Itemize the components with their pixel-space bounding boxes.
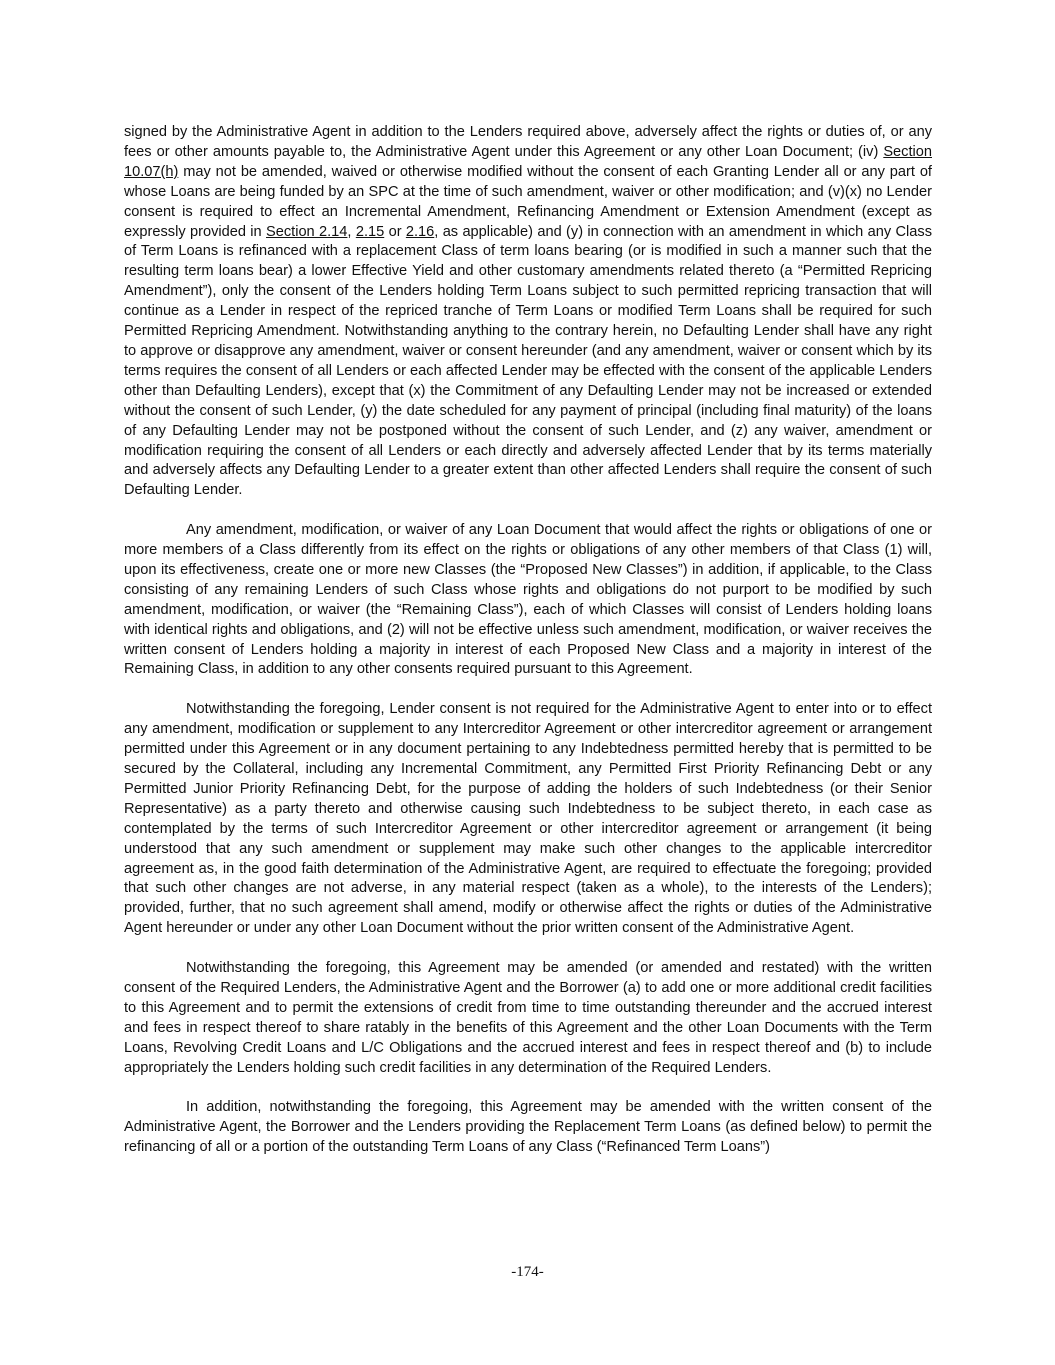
paragraph-4 [124, 959, 932, 1078]
section-reference: Section 2.14 [266, 223, 348, 240]
paragraph-1 [124, 123, 932, 501]
document-body [124, 123, 932, 1158]
paragraph-text: Notwithstanding the foregoing, this Agreement may be amended (or amended and restated) with the written consent of the Required Lenders, the Administrative Agent and the Borrower (a) to add one or more additional credit facilities to this Agreement and to permit the extensions of credit from time to time outstanding thereunder and the accrued interest and fees in respect thereof to share ratably in the benefits of this Agreement and the other Loan Documents with the Term Loans, Revolving Credit Loans and L/C Obligations and the accrued interest and fees in respect thereof and (b) to include appropriately the Lenders holding such credit facilities in any determination of the Required Lenders. [124, 960, 932, 1076]
paragraph-2 [124, 521, 932, 680]
paragraph-text: Any amendment, modification, or waiver of any Loan Document that would affect the rights or obligations of one or more members of a Class differently from its effect on the rights or obligations of any other members of that Class (1) will, upon its effectiveness, create one or more new Classes (the “Proposed New Classes”) in addition, if applicable, to the Class consisting of any remaining Lenders of such Class whose rights and obligations do not purport to be modified by such amendment, modification, or waiver (the “Remaining Class”), each of which Classes will consist of Lenders holding loans with identical rights and obligations, and (2) will not be effective unless such amendment, modification, or waiver receives the written consent of Lenders holding a majority in interest of each Proposed New Class and a majority in interest of the Remaining Class, in addition to any other consents required pursuant to this Agreement. [124, 522, 932, 678]
paragraph-text: signed by the Administrative Agent in addition to the Lenders required above, adversely affect the rights or duties of, or any fees or other amounts payable to, the Administrative Agent under this Agreement or any other Loan Document; (iv) [124, 124, 932, 160]
paragraph-text: may not be amended, waived or otherwise modified without the consent of each Granting Lender all or any part of whose Loans are being funded by an SPC at the time of such amendment, waiver or other modification; and (v)(x) no Lender consent is required to effect an Incremental Amendment, Refinancing Amendment or Extension Amendment (except as expressly provided in [124, 163, 932, 240]
section-reference: 2.16 [405, 223, 435, 240]
paragraph-text: , as applicable) and (y) in connection with an amendment in which any Class of Term Loans is refinanced with a replacement Class of term loans bearing (or is modified in such a manner such that the resulting term loans bear) a lower Effective Yield and other customary amendments related thereto (a “Permitted Repricing Amendment”), only the consent of the Lenders holding Term Loans subject to such permitted repricing transaction that will continue as a Lender in respect of the repriced tranche of Term Loans or modified Term Loans shall be required for such Permitted Repricing Amendment. Notwithstanding anything to the contrary herein, no Defaulting Lender shall have any right to approve or disapprove any amendment, waiver or consent hereunder (and any amendment, waiver or consent which by its terms requires the consent of all Lenders or each affected Lender may be effected with the consent of the applicable Lenders other than Defaulting Lenders), except that (x) the Commitment of any Defaulting Lender may not be increased or extended without the consent of such Lender, (y) the date scheduled for any payment of principal (including final maturity) of the loans of any Defaulting Lender may not be postponed without the consent of such Lender, and (z) any waiver, amendment or modification requiring the consent of all Lenders or each directly and adversely affected Lender that by its terms materially and adversely affects any Defaulting Lender to a greater extent than other affected Lenders shall require the consent of such Defaulting Lender. [124, 223, 932, 499]
section-reference: 2.15 [355, 223, 385, 240]
paragraph-text: , [347, 223, 356, 240]
paragraph-3 [124, 700, 932, 939]
paragraph-text: or [384, 223, 406, 240]
paragraph-text: Notwithstanding the foregoing, Lender consent is not required for the Administrative Agent to enter into or to effect any amendment, modification or supplement to any Intercreditor Agreement or other intercreditor agreement or arrangement permitted under this Agreement or in any document pertaining to any Indebtedness permitted hereby that is permitted to be secured by the Collateral, including any Incremental Commitment, any Permitted First Priority Refinancing Debt or any Permitted Junior Priority Refinancing Debt, for the purpose of adding the holders of such Indebtedness (or their Senior Representative) as a party thereto and otherwise causing such Indebtedness to be subject thereto, in each case as contemplated by the terms of such Intercreditor Agreement or other intercreditor agreement or arrangement (it being understood that any such amendment or supplement may make such other changes to the applicable intercreditor agreement as, in the good faith determination of the Administrative Agent, are required to effectuate the foregoing; provided that such other changes are not adverse, in any material respect (taken as a whole), to the interests of the Lenders); provided, further, that no such agreement shall amend, modify or otherwise affect the rights or duties of the Administrative Agent hereunder or under any other Loan Document without the prior written consent of the Administrative Agent. [124, 701, 932, 937]
section-reference: Section 10.07(h) [124, 143, 932, 180]
paragraph-5 [124, 1098, 932, 1158]
page-number: -174- [511, 1264, 544, 1280]
paragraph-text: In addition, notwithstanding the foregoing, this Agreement may be amended with the written consent of the Administrative Agent, the Borrower and the Lenders providing the Replacement Term Loans (as defined below) to permit the refinancing of all or a portion of the outstanding Term Loans of any Class (“Refinanced Term Loans”) [124, 1099, 932, 1156]
